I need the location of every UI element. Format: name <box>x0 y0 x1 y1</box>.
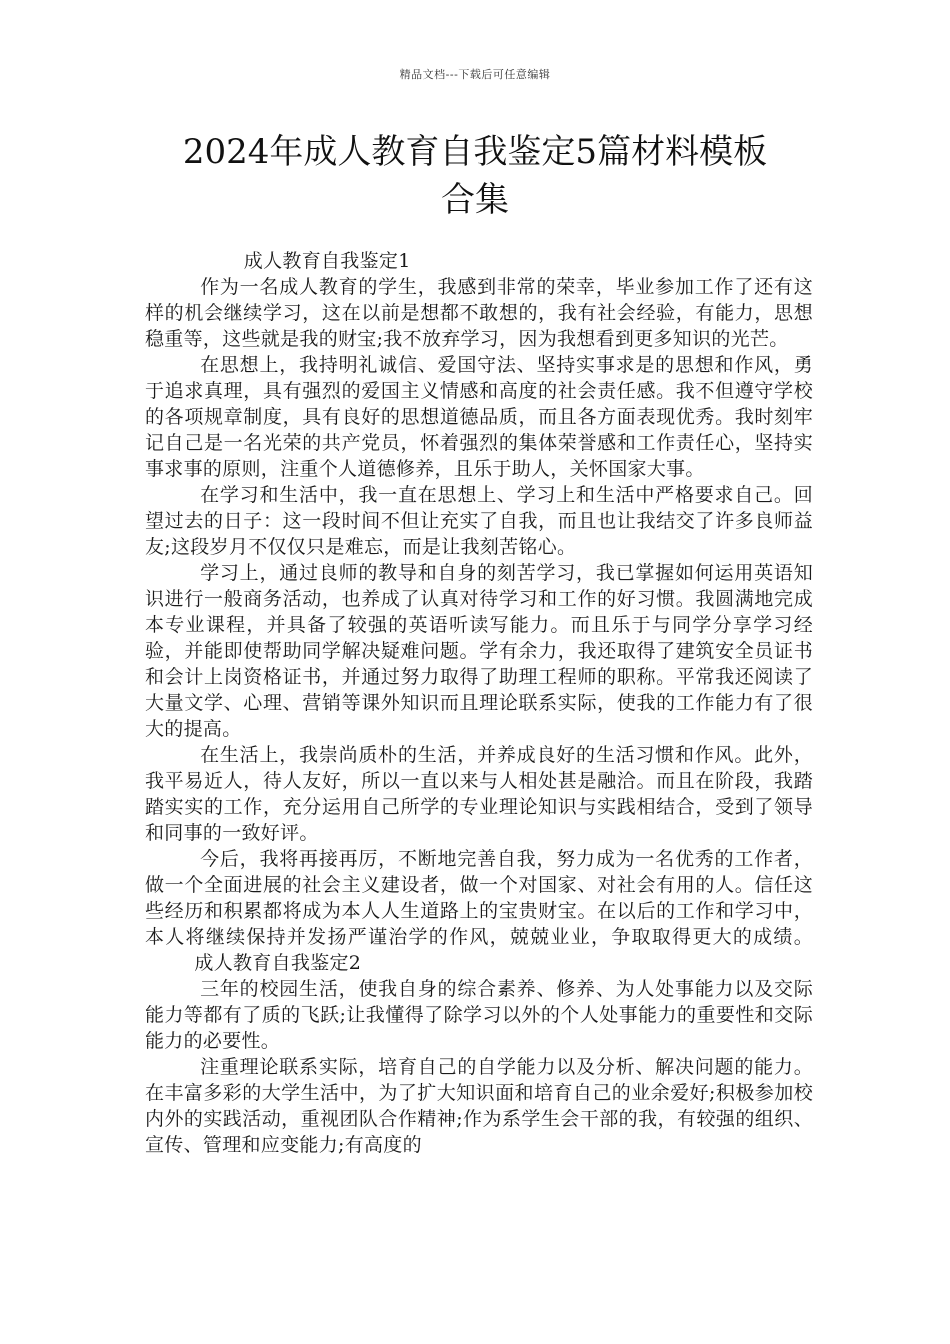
header-note: 精品文档---下载后可任意编辑 <box>399 68 551 81</box>
paragraph: 学习上，通过良师的教导和自身的刻苦学习，我已掌握如何运用英语知识进行一般商务活动，也养成了认真对待学习和工作的好习惯。我圆满地完成本专业课程，并具备了较强的英语听读写能力。而且乐于与同学分享学习经验，并能即使帮助同学解决疑难问题。学有余力，我还取得了建筑安全员证书和会计上岗资格证书，并通过努力取得了助理工程师的职称。平常我还阅读了大量文学、心理、营销等课外知识而且理论联系实际，使我的工作能力有了很大的提高。 <box>145 562 813 740</box>
paragraph: 在生活上，我崇尚质朴的生活，并养成良好的生活习惯和作风。此外，我平易近人，待人友好，所以一直以来与人相处甚是融洽。而且在阶段，我踏踏实实的工作，充分运用自己所学的专业理论知识与实践相结合，受到了领导和同事的一致好评。 <box>145 744 813 844</box>
paragraph: 在学习和生活中，我一直在思想上、学习上和生活中严格要求自己。回望过去的日子：这一段时间不但让充实了自我，而且也让我结交了许多良师益友;这段岁月不仅仅只是难忘，而是让我刻苦铭心。 <box>145 484 813 558</box>
paragraph: 作为一名成人教育的学生，我感到非常的荣幸，毕业参加工作了还有这样的机会继续学习，这在以前是想都不敢想的，我有社会经验，有能力，思想稳重等，这些就是我的财宝;我不放弃学习，因为我想看到更多知识的光芒。 <box>145 276 813 350</box>
section-heading-1: 成人教育自我鉴定1 <box>243 250 411 272</box>
document-body <box>145 248 813 1158</box>
paragraph: 三年的校园生活，使我自身的综合素养、修养、为人处事能力以及交际能力等都有了质的飞跃;让我懂得了除学习以外的个人处事能力的重要性和交际能力的必要性。 <box>145 978 813 1052</box>
paragraph: 在思想上，我持明礼诚信、爱国守法、坚持实事求是的思想和作风，勇于追求真理，具有强烈的爱国主义情感和高度的社会责任感。我不但遵守学校的各项规章制度，具有良好的思想道德品质，而且各方面表现优秀。我时刻牢记自己是一名光荣的共产党员，怀着强烈的集体荣誉感和工作责任心，坚持实事求事的原则，注重个人道德修养，且乐于助人，关怀国家大事。 <box>145 354 813 480</box>
paragraph: 注重理论联系实际，培育自己的自学能力以及分析、解决问题的能力。在丰富多彩的大学生活中，为了扩大知识面和培育自己的业余爱好;积极参加校内外的实践活动，重视团队合作精神;作为系学生会干部的我，有较强的组织、宣传、管理和应变能力;有高度的 <box>145 1056 813 1156</box>
document-title <box>140 128 810 224</box>
title-line-2: 合集 <box>441 180 509 220</box>
paragraph <box>145 846 813 976</box>
section-heading-2: 成人教育自我鉴定2 <box>194 952 362 974</box>
paragraph-text: 今后，我将再接再厉，不断地完善自我，努力成为一名优秀的工作者，做一个全面进展的社会主义建设者，做一个对国家、对社会有用的人。信任这些经历和积累都将成为本人人生道路上的宝贵财宝。在以后的工作和学习中，本人将继续保持并发扬严谨治学的作风，兢兢业业，争取取得更大的成绩。 <box>145 848 813 948</box>
title-line-1: 2024年成人教育自我鉴定5篇材料模板 <box>182 132 768 172</box>
